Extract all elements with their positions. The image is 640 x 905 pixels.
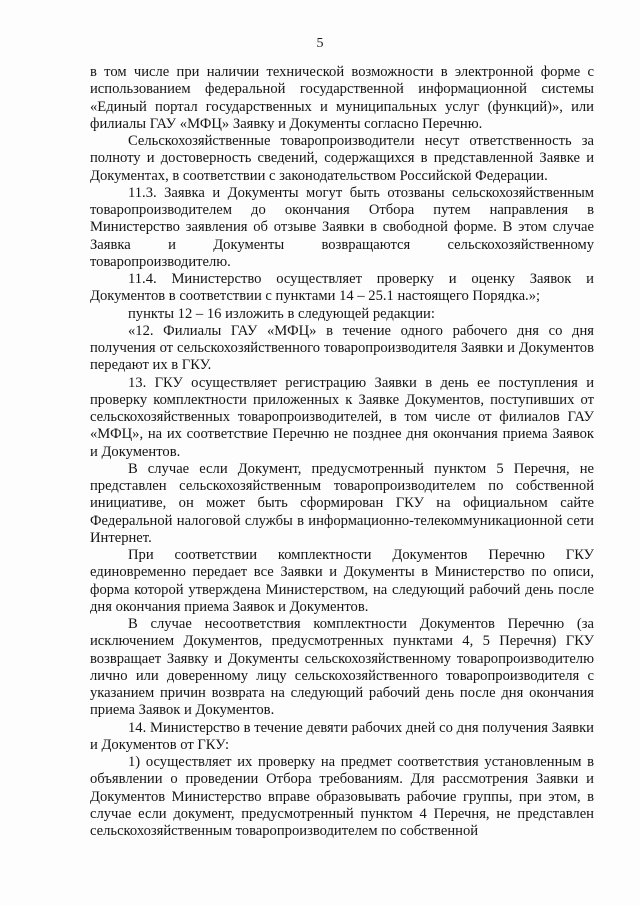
paragraph-11-4: 11.4. Министерство осуществляет проверку и оценку Заявок и Документов в соответствии с пунктами 14 – 25.1 настоящего Порядка.»; bbox=[90, 271, 594, 305]
paragraph-13: 13. ГКУ осуществляет регистрацию Заявки в день ее поступления и проверку комплектности приложенных к Заявке Документов, поступивших от сельскохозяйственных товаропроизводителей, в том числе от филиалов ГАУ «МФЦ», на их соответствие Перечню не позднее дня окончания приема Заявок и Документов. bbox=[90, 374, 594, 460]
paragraph-14-1: 1) осуществляет их проверку на предмет соответствия установленным в объявлении о проведении Отбора требованиям. Для рассмотрения Заявки и Документов Министерство вправе образовывать рабочие группы, при этом, в случае если документ, предусмотренный пунктом 4 Перечня, не представлен сельскохозяйственным товаропроизводителем по собственной bbox=[90, 754, 594, 839]
paragraph-compliance: При соответствии комплектности Документов Перечню ГКУ единовременно передает все Заявки и Документы в Министерство по описи, форма которой утверждена Министерством, на следующий рабочий день после дня окончания приема Заявок и Документов. bbox=[90, 547, 594, 615]
paragraph-continuation: в том числе при наличии технической возможности в электронной форме с использованием федеральной государственной информационной системы «Единый портал государственных и муниципальных услуг (функций)», или филиалы ГАУ «МФЦ» Заявку и Документы согласно Перечню. bbox=[90, 64, 594, 132]
paragraph-11-3: 11.3. Заявка и Документы могут быть отозваны сельскохозяйственным товаропроизводителем до окончания Отбора путем направления в Министерство заявления об отзыве Заявки в свободной форме. В этом случае Заявка и Документы возвращаются сельскохозяйственному товаропроизводителю. bbox=[90, 184, 594, 270]
paragraph-document-5: В случае если Документ, предусмотренный пунктом 5 Перечня, не представлен сельскохозяйственным товаропроизводителем по собственной инициативе, он может быть сформирован ГКУ на официальном сайте Федеральной налоговой службы в информационно-телекоммуникационной сети Интернет. bbox=[90, 460, 594, 546]
paragraph-noncompliance: В случае несоответствия комплектности Документов Перечню (за исключением Документов, предусмотренных пунктами 4, 5 Перечня) ГКУ возвращает Заявку и Документы сельскохозяйственному товаропроизводителю лично или доверенному лицу сельскохозяйственного товаропроизводителя с указанием причин возврата на следующий рабочий день после дня окончания приема Заявок и Документов. bbox=[90, 616, 594, 719]
paragraph-amendment-intro: пункты 12 – 16 изложить в следующей редакции: bbox=[128, 305, 435, 322]
paragraph-14: 14. Министерство в течение девяти рабочих дней со дня получения Заявки и Документов от ГКУ: bbox=[90, 719, 594, 753]
page-number: 5 bbox=[316, 36, 324, 51]
paragraph-12: «12. Филиалы ГАУ «МФЦ» в течение одного рабочего дня со дня получения от сельскохозяйственного товаропроизводителя Заявки и Документов передают их в ГКУ. bbox=[90, 322, 594, 374]
document-body bbox=[90, 64, 594, 840]
paragraph-responsibility: Сельскохозяйственные товаропроизводители несут ответственность за полноту и достоверность сведений, содержащихся в представленной Заявке и Документах, в соответствии с законодательством Российской Федерации. bbox=[90, 133, 594, 184]
